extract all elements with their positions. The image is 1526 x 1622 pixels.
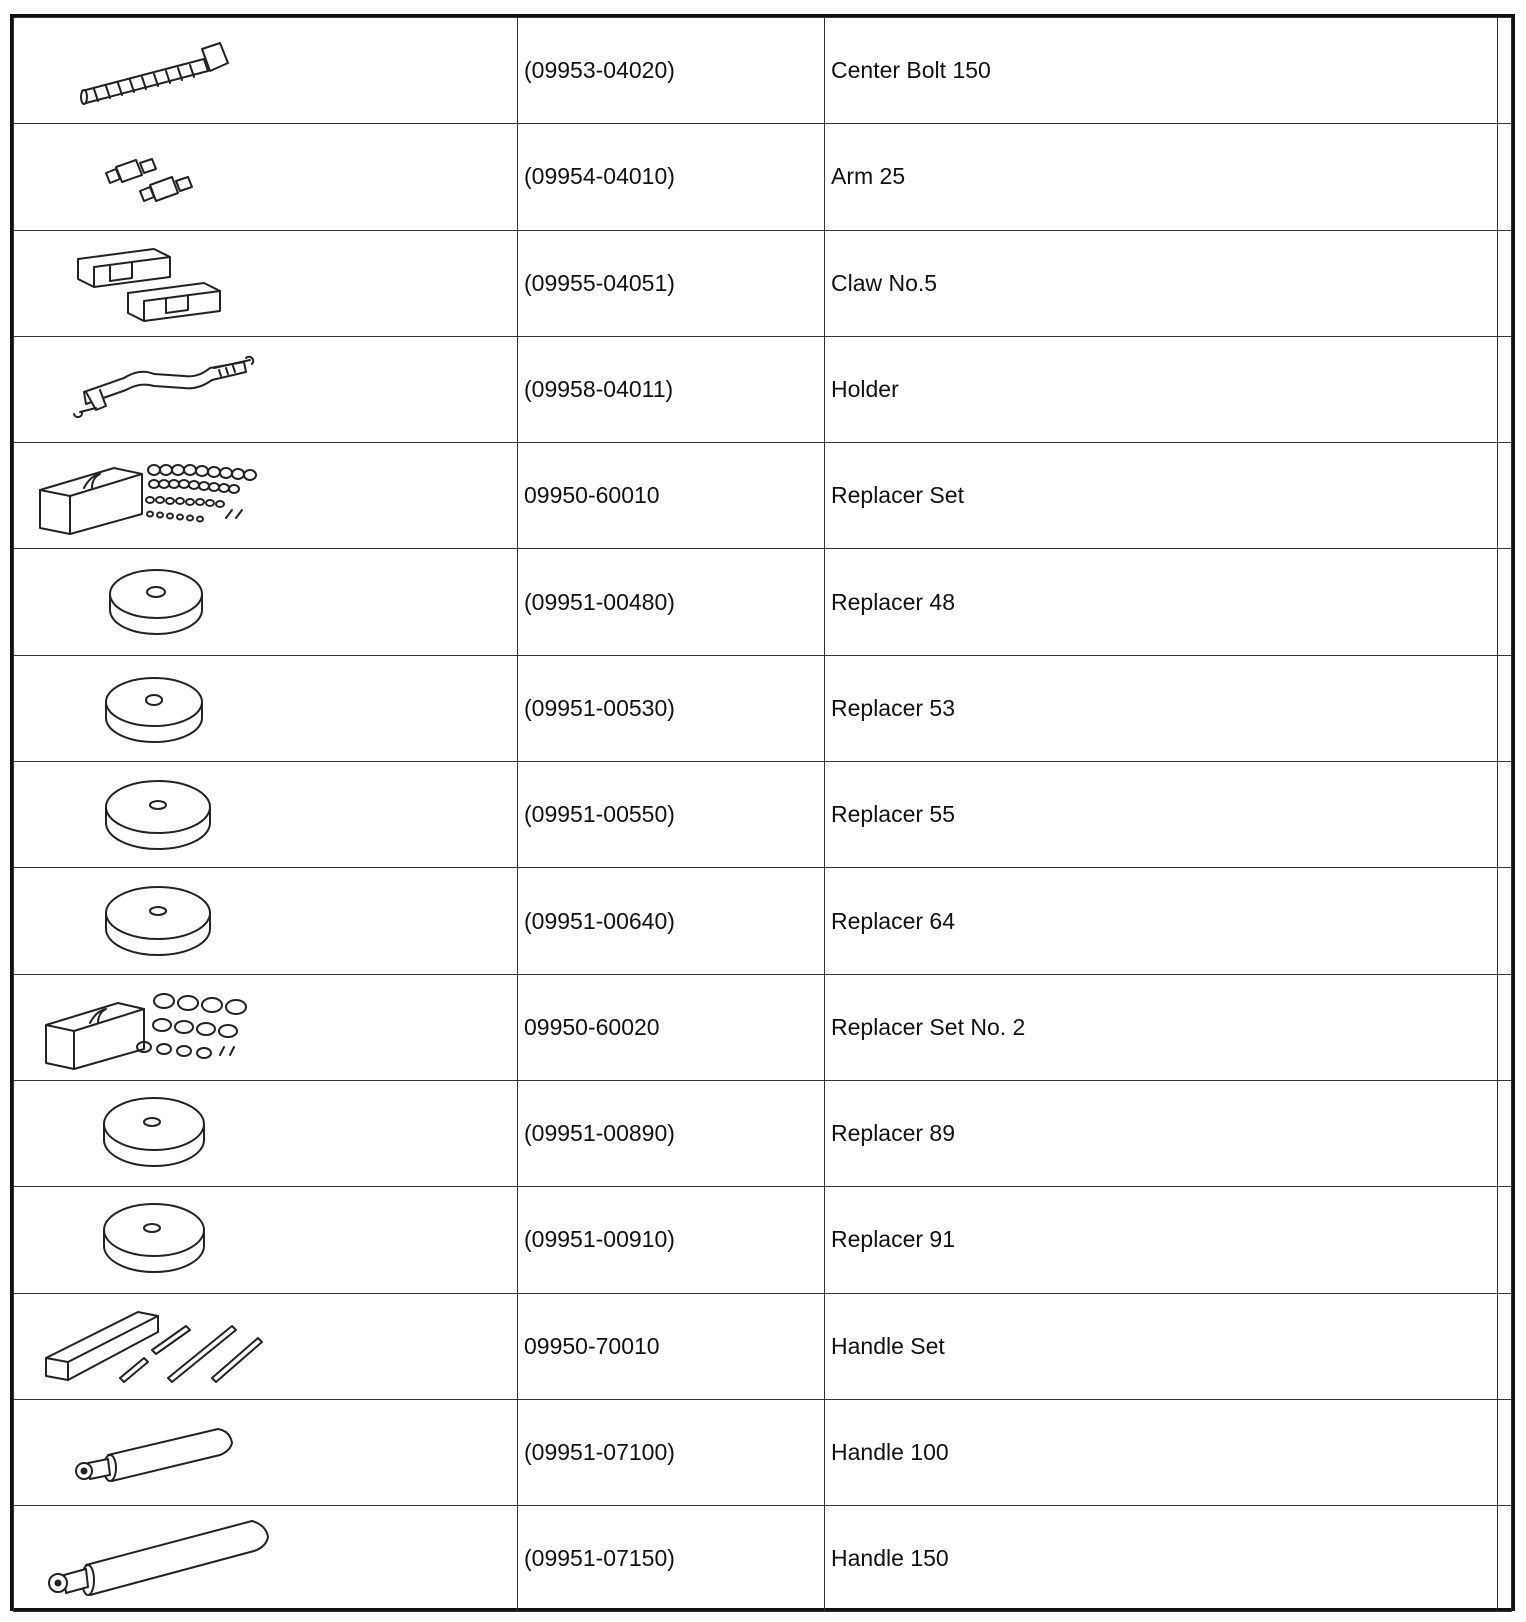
replacer-set-icon — [14, 975, 517, 1079]
part-number: (09951-00890) — [518, 1080, 825, 1186]
tool-name: Handle 100 — [825, 1399, 1498, 1505]
illustration-cell — [14, 443, 518, 549]
arm-icon — [14, 125, 517, 229]
replacer-disc-icon — [14, 550, 517, 654]
part-number: 09950-60010 — [518, 443, 825, 549]
part-number: (09951-00640) — [518, 868, 825, 974]
part-number: (09955-04051) — [518, 230, 825, 336]
table-row — [14, 230, 1512, 336]
part-number: 09950-70010 — [518, 1293, 825, 1399]
tool-name: Replacer 53 — [825, 655, 1498, 761]
illustration-cell — [14, 1506, 518, 1612]
tool-name: Replacer 55 — [825, 762, 1498, 868]
illustration-cell — [14, 762, 518, 868]
tool-name: Arm 25 — [825, 124, 1498, 230]
tool-name: Replacer Set No. 2 — [825, 974, 1498, 1080]
tool-name: Claw No.5 — [825, 230, 1498, 336]
remark-cell — [1498, 443, 1512, 549]
part-number: (09953-04020) — [518, 18, 825, 124]
remark-cell — [1498, 1399, 1512, 1505]
handle-icon — [14, 1507, 517, 1611]
table-row — [14, 1506, 1512, 1612]
replacer-disc-icon — [14, 763, 517, 867]
illustration-cell — [14, 230, 518, 336]
tool-name: Center Bolt 150 — [825, 18, 1498, 124]
replacer-set-icon — [14, 444, 517, 548]
table-row — [14, 762, 1512, 868]
center-bolt-icon — [14, 19, 517, 123]
table-row — [14, 868, 1512, 974]
table-row — [14, 336, 1512, 442]
part-number: (09951-07100) — [518, 1399, 825, 1505]
handle-icon — [14, 1401, 517, 1505]
tools-table — [13, 17, 1512, 1612]
remark-cell — [1498, 655, 1512, 761]
illustration-cell — [14, 549, 518, 655]
special-tools-table — [10, 14, 1515, 1611]
remark-cell — [1498, 1506, 1512, 1612]
part-number: (09951-00530) — [518, 655, 825, 761]
tool-name: Handle Set — [825, 1293, 1498, 1399]
illustration-cell — [14, 974, 518, 1080]
remark-cell — [1498, 762, 1512, 868]
illustration-cell — [14, 1080, 518, 1186]
remark-cell — [1498, 1293, 1512, 1399]
claw-icon — [14, 231, 517, 335]
table-row — [14, 1399, 1512, 1505]
table-row — [14, 18, 1512, 124]
tool-name: Replacer 48 — [825, 549, 1498, 655]
remark-cell — [1498, 230, 1512, 336]
holder-icon — [14, 338, 517, 442]
part-number: (09951-07150) — [518, 1506, 825, 1612]
remark-cell — [1498, 336, 1512, 442]
part-number: (09951-00910) — [518, 1187, 825, 1293]
remark-cell — [1498, 974, 1512, 1080]
illustration-cell — [14, 124, 518, 230]
tool-name: Holder — [825, 336, 1498, 442]
illustration-cell — [14, 1293, 518, 1399]
tool-name: Replacer Set — [825, 443, 1498, 549]
remark-cell — [1498, 549, 1512, 655]
illustration-cell — [14, 1399, 518, 1505]
replacer-disc-icon — [14, 1188, 517, 1292]
part-number: 09950-60020 — [518, 974, 825, 1080]
illustration-cell — [14, 1187, 518, 1293]
table-row — [14, 1187, 1512, 1293]
illustration-cell — [14, 868, 518, 974]
remark-cell — [1498, 1080, 1512, 1186]
table-row — [14, 655, 1512, 761]
table-row — [14, 443, 1512, 549]
replacer-disc-icon — [14, 869, 517, 973]
illustration-cell — [14, 655, 518, 761]
remark-cell — [1498, 18, 1512, 124]
table-row — [14, 1293, 1512, 1399]
part-number: (09951-00480) — [518, 549, 825, 655]
part-number: (09951-00550) — [518, 762, 825, 868]
replacer-disc-icon — [14, 656, 517, 760]
illustration-cell — [14, 336, 518, 442]
table-row — [14, 549, 1512, 655]
tool-name: Replacer 91 — [825, 1187, 1498, 1293]
tool-name: Replacer 64 — [825, 868, 1498, 974]
remark-cell — [1498, 124, 1512, 230]
remark-cell — [1498, 868, 1512, 974]
table-row — [14, 974, 1512, 1080]
table-row — [14, 1080, 1512, 1186]
part-number: (09954-04010) — [518, 124, 825, 230]
tool-name: Handle 150 — [825, 1506, 1498, 1612]
illustration-cell — [14, 18, 518, 124]
part-number: (09958-04011) — [518, 336, 825, 442]
table-row — [14, 124, 1512, 230]
tool-name: Replacer 89 — [825, 1080, 1498, 1186]
remark-cell — [1498, 1187, 1512, 1293]
handle-set-icon — [14, 1294, 517, 1398]
replacer-disc-icon — [14, 1082, 517, 1186]
